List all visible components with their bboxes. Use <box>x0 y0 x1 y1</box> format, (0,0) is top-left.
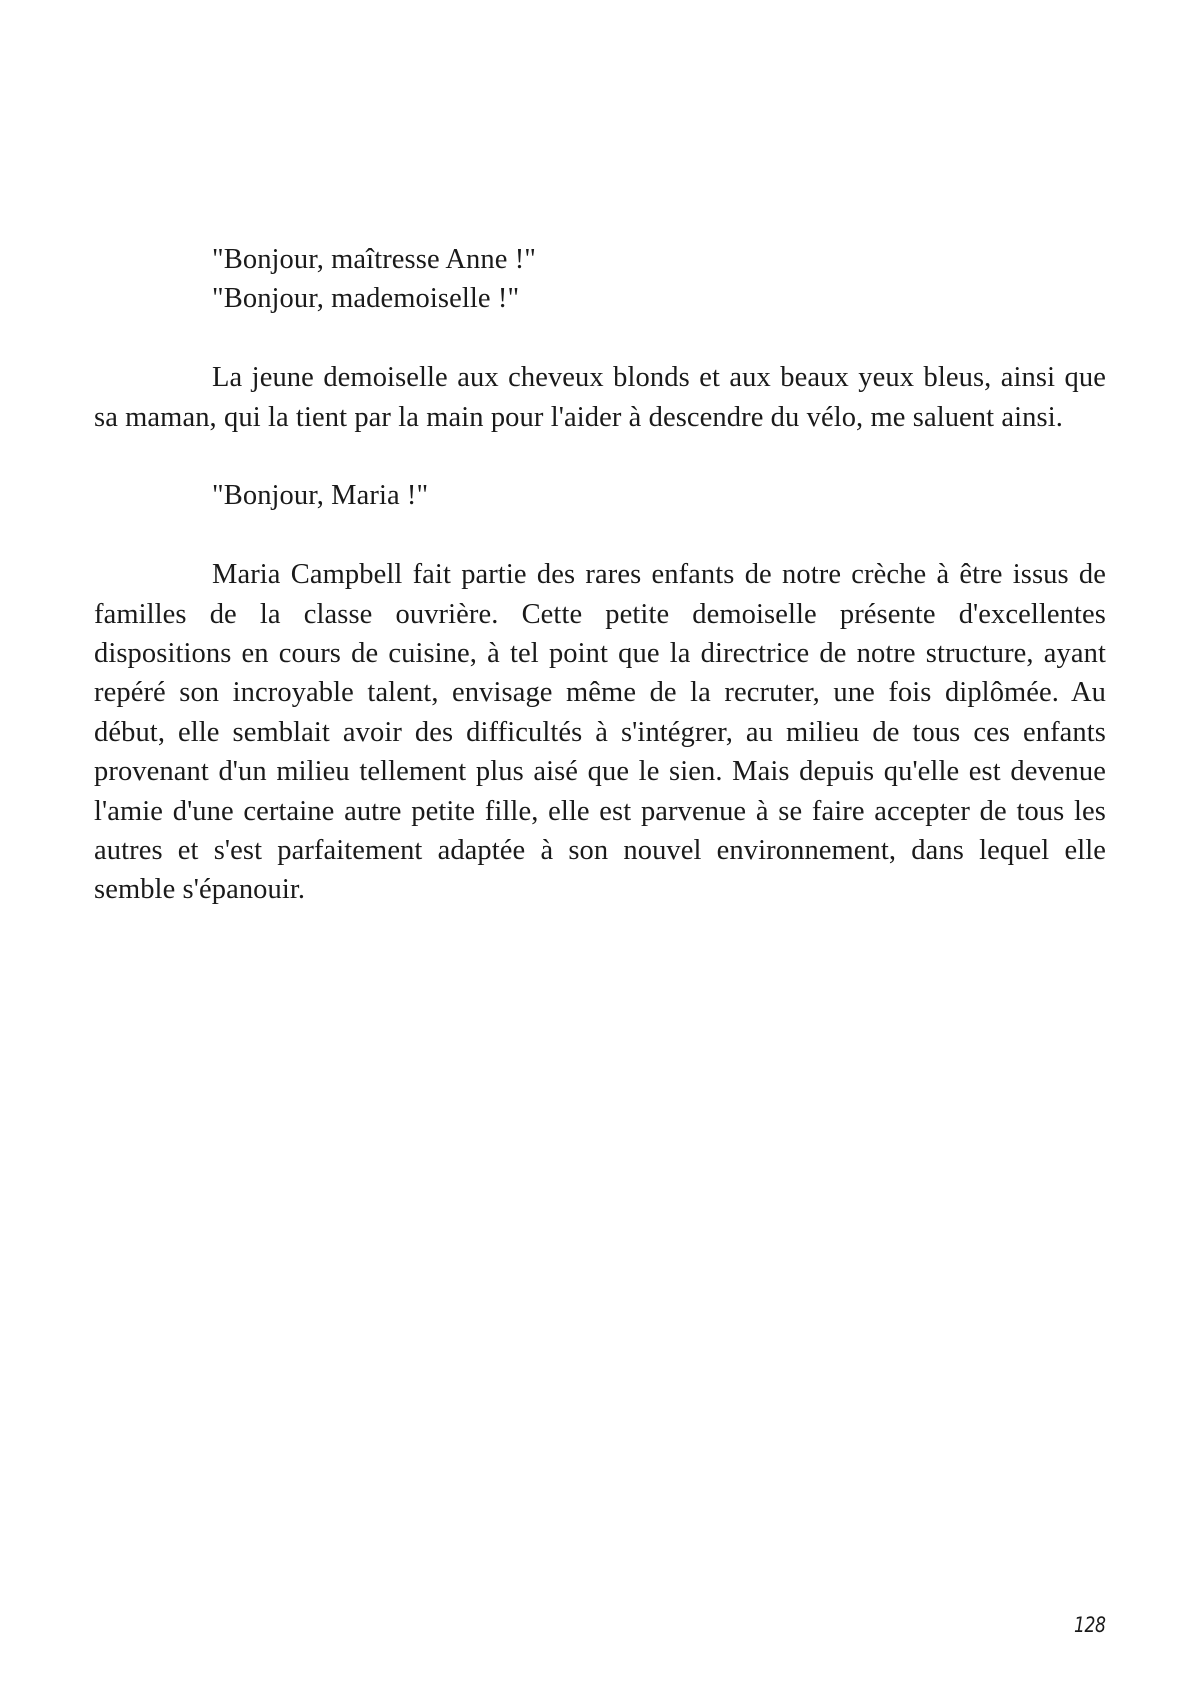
page-body <box>94 240 1106 910</box>
page-number: 128 <box>1074 1613 1106 1637</box>
dialogue-line-greeting-maria: "Bonjour, Maria !" <box>212 480 429 512</box>
paragraph-spacer <box>94 437 1106 476</box>
dialogue-line-greeting-anne: "Bonjour, maîtresse Anne !" <box>212 244 537 275</box>
narrative-paragraph-1: La jeune demoiselle aux cheveux blonds et aux beaux yeux bleus, ainsi que sa maman, qui la tient par la main pour l'aider à descendre du vélo, me saluent ainsi. <box>94 362 1106 433</box>
dialogue-line-greeting-mademoiselle: "Bonjour, mademoiselle !" <box>212 283 520 315</box>
paragraph-spacer <box>94 516 1106 555</box>
narrative-paragraph-2: Maria Campbell fait partie des rares enfants de notre crèche à être issus de familles de la classe ouvrière. Cette petite demoiselle présente d'excellentes dispositions en cours de cuisine, à tel point que la directrice de notre structure, ayant repéré son incroyable talent, envisage même de la recruter, une fois diplômée. Au début, elle semblait avoir des difficultés à s'intégrer, au milieu de tous ces enfants provenant d'un milieu tellement plus aisé que le sien. Mais depuis qu'elle est devenue l'amie d'une certaine autre petite fille, elle est parvenue à se faire accepter de tous les autres et s'est parfaitement adaptée à son nouvel environnement, dans lequel elle semble s'épanouir. <box>94 559 1106 906</box>
paragraph-spacer <box>94 319 1106 358</box>
